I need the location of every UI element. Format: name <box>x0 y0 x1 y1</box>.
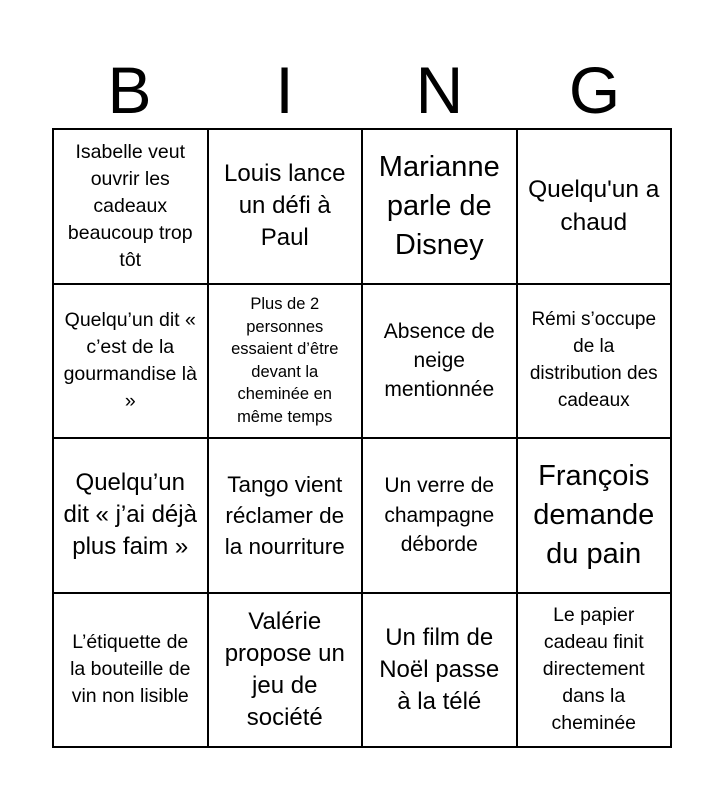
header-letter-i: I <box>275 53 294 127</box>
bingo-header <box>52 52 672 128</box>
bingo-cell[interactable] <box>518 594 673 749</box>
cell-text: Un film de Noël passe à la télé <box>379 623 500 715</box>
cell-text: Isabelle veut ouvrir les cadeaux beaucoup trop tôt <box>67 140 193 271</box>
bingo-cell[interactable] <box>54 439 209 594</box>
bingo-cell[interactable] <box>363 439 518 594</box>
bingo-cell[interactable] <box>209 594 364 749</box>
bingo-cell[interactable] <box>54 594 209 749</box>
header-letter-n: N <box>415 53 464 127</box>
cell-text: François demande du pain <box>533 459 655 570</box>
cell-text: Marianne parle de Disney <box>378 150 500 261</box>
cell-text: Un verre de champagne déborde <box>384 474 495 556</box>
bingo-cell[interactable] <box>209 285 364 440</box>
cell-text: Plus de 2 personnes essaient d’être devant la cheminée en même temps <box>231 295 339 426</box>
bingo-cell[interactable] <box>518 439 673 594</box>
bingo-cell[interactable] <box>54 130 209 285</box>
cell-text: Rémi s’occupe de la distribution des cadeaux <box>529 308 658 411</box>
header-letter-b: B <box>107 53 152 127</box>
bingo-cell[interactable] <box>209 130 364 285</box>
cell-text: Le papier cadeau finit directement dans la cheminée <box>542 604 645 735</box>
cell-text: Quelqu'un a chaud <box>528 175 660 237</box>
header-letter-g: G <box>568 53 621 127</box>
bingo-card-grid <box>52 128 672 748</box>
cell-text: L’étiquette de la bouteille de vin non lisible <box>70 631 191 708</box>
cell-text: Louis lance un défi à Paul <box>224 160 346 252</box>
cell-text: Quelqu’un dit « j’ai déjà plus faim » <box>63 469 197 561</box>
cell-text: Valérie propose un jeu de société <box>224 607 345 731</box>
cell-text: Quelqu’un dit « c’est de la gourmandise là » <box>63 308 197 412</box>
cell-text: Tango vient réclamer de la nourriture <box>224 471 345 559</box>
cell-text: Absence de neige mentionnée <box>383 319 495 402</box>
bingo-cell[interactable] <box>209 439 364 594</box>
bingo-cell[interactable] <box>363 594 518 749</box>
bingo-cell[interactable] <box>518 285 673 440</box>
bingo-cell[interactable] <box>363 285 518 440</box>
bingo-cell[interactable] <box>54 285 209 440</box>
bingo-cell[interactable] <box>518 130 673 285</box>
bingo-cell[interactable] <box>363 130 518 285</box>
